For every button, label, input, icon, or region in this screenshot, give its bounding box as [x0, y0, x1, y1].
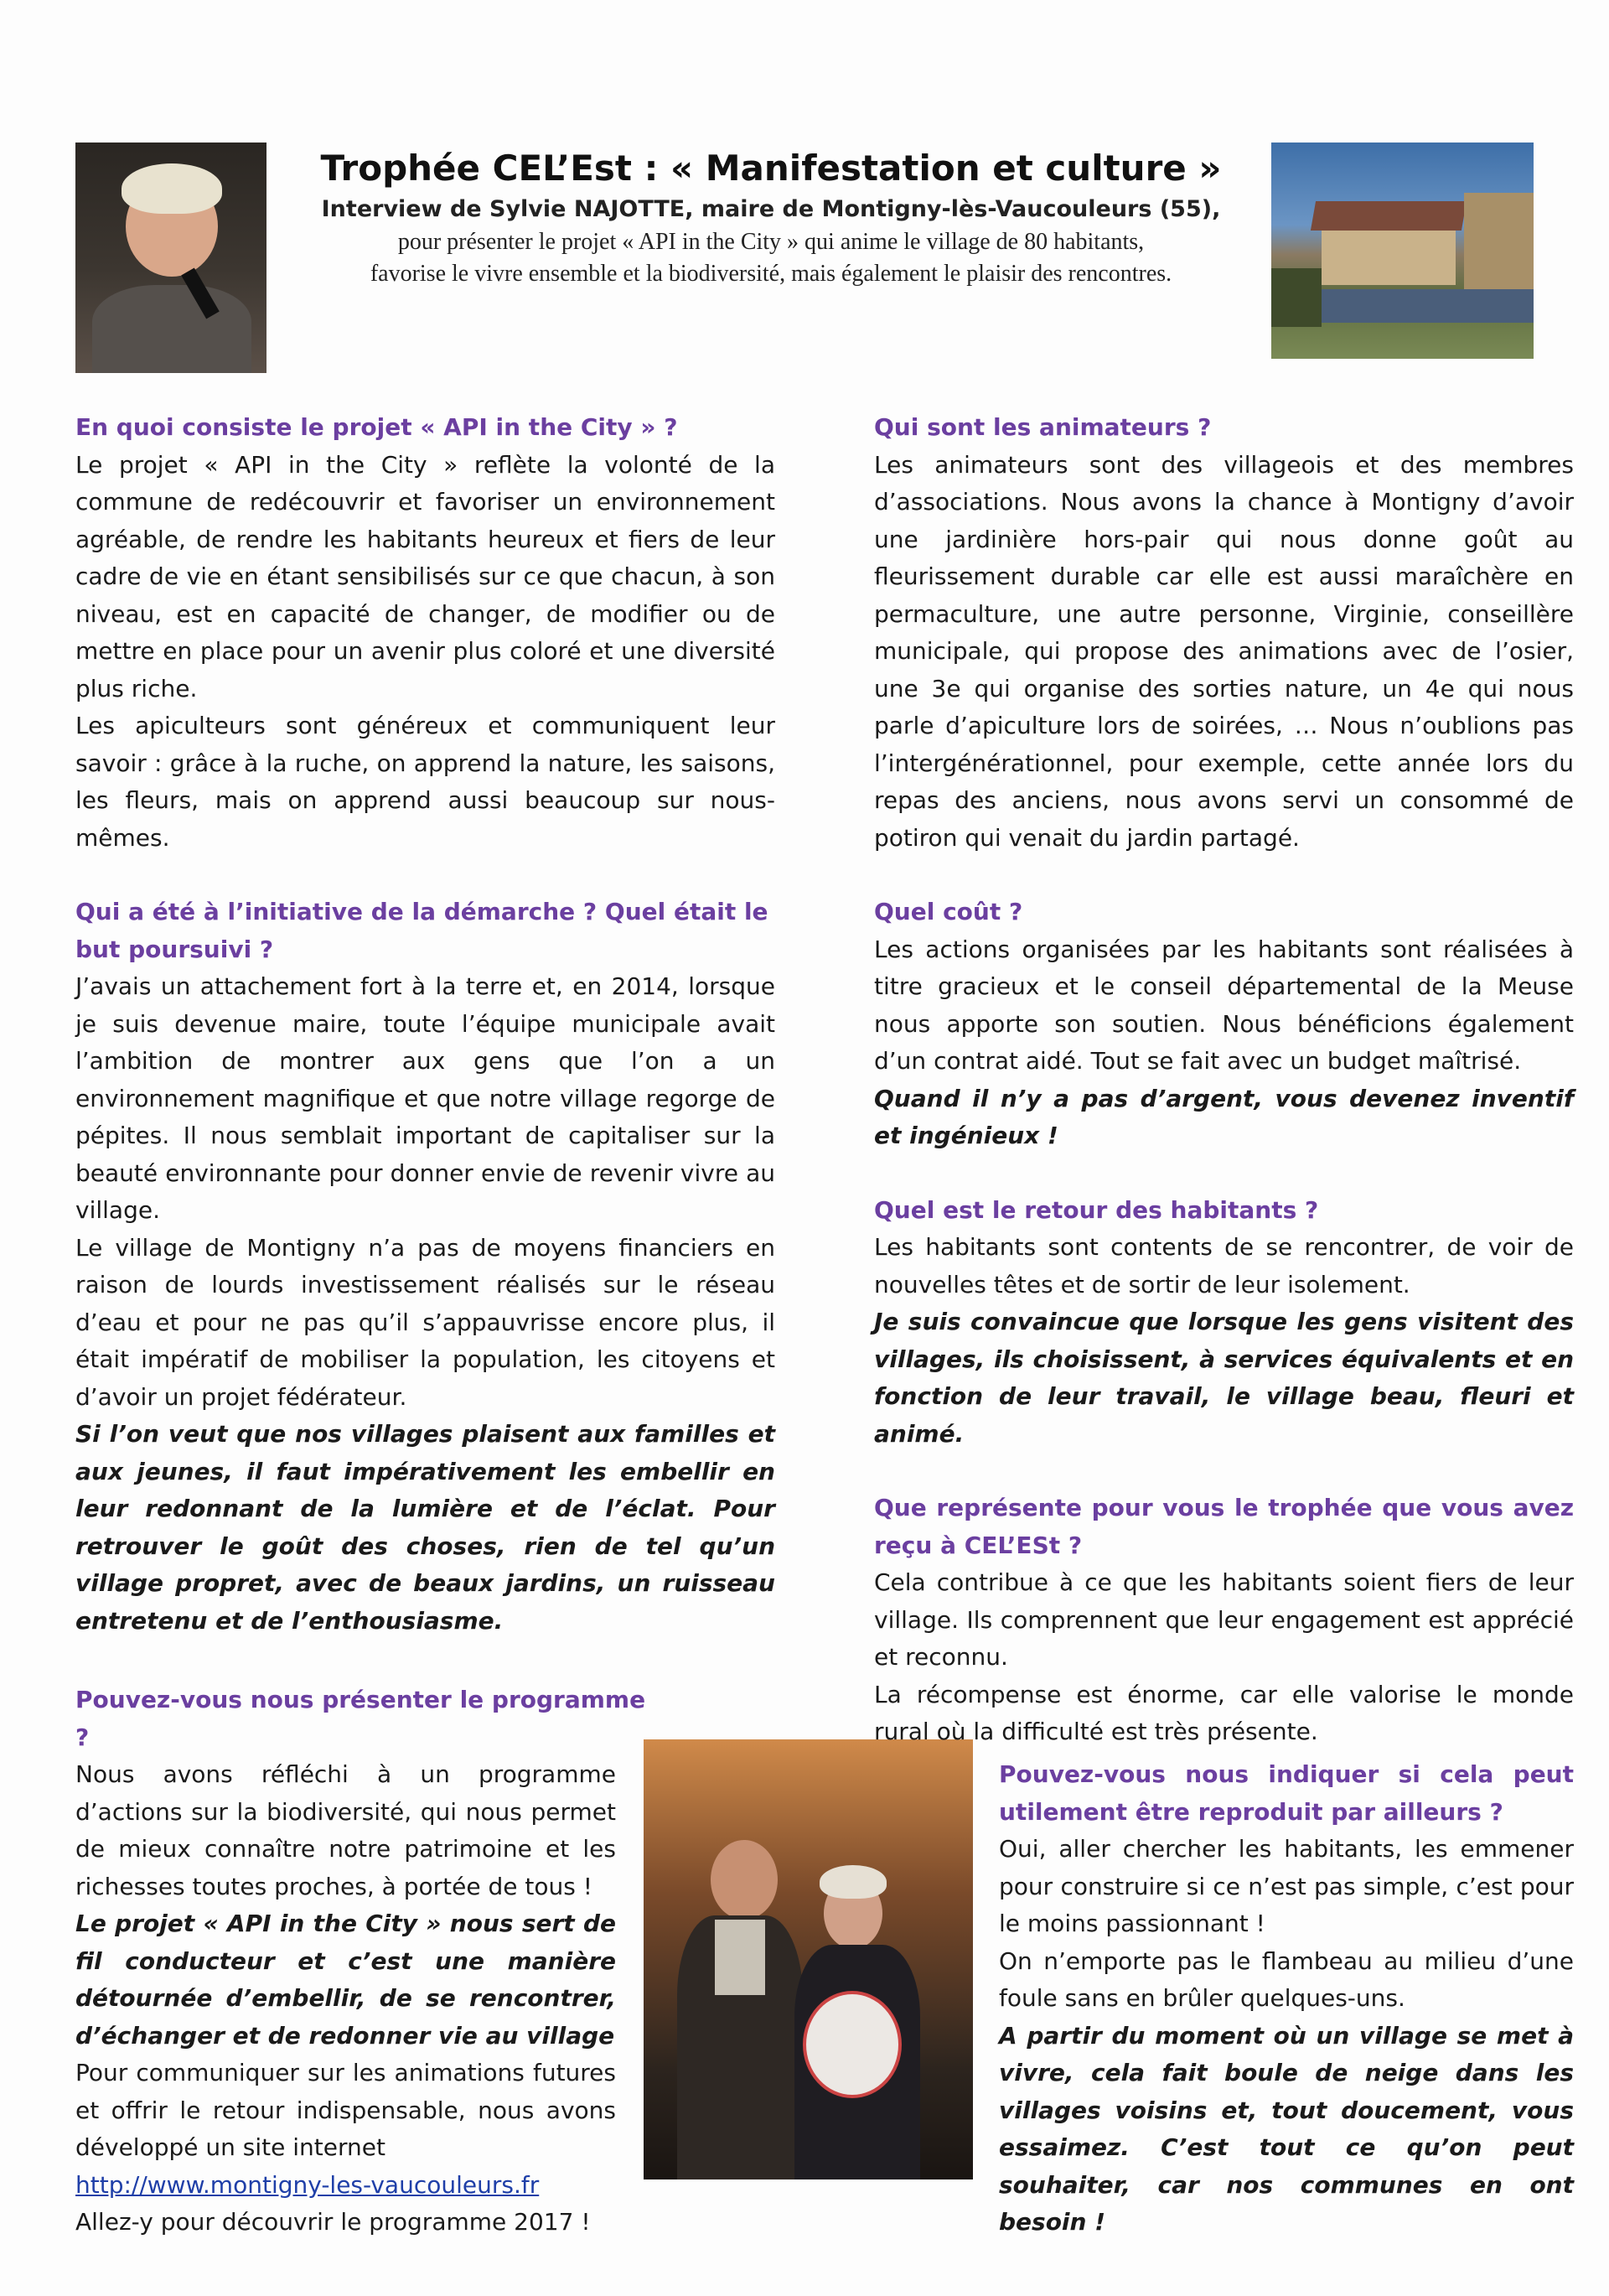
- left-column: [75, 409, 775, 1640]
- answer-reproduce-p1: Oui, aller chercher les habitants, les emmener pour construire si ce n’est pas simple, c’est pour le moins passionnant !: [999, 1835, 1574, 1937]
- question-reproduce: Pouvez-vous nous indiquer si cela peut utilement être reproduit par ailleurs ?: [999, 1760, 1574, 1826]
- right-column-bottom: [999, 1756, 1574, 2242]
- answer-reproduce-p2: On n’emporte pas le flambeau au milieu d’une foule sans en brûler quelques-uns.: [999, 1946, 1574, 2012]
- question-project: En quoi consiste le projet « API in the City » ?: [75, 413, 678, 441]
- answer-programme-p2: Pour communiquer sur les animations futures et offrir le retour indispensable, nous avons développé un site internet: [75, 2059, 616, 2161]
- answer-programme-p3: Allez-y pour découvrir le programme 2017 !: [75, 2208, 591, 2236]
- village-photo: [1271, 143, 1534, 359]
- answer-project-p1: Le projet « API in the City » reflète la volonté de la commune de redécouvrir et favoriser un environnement agréable, de rendre les habitants heureux et fiers de leur cadre de vie en étant sensibilisés sur ce que chacun, à son niveau, est en capacité de changer, de modifier ou de mettre en place pour un avenir plus coloré et une diversité plus riche.: [75, 450, 775, 702]
- answer-cost: Les actions organisées par les habitants sont réalisées à titre gracieux et le conseil départemental de la Meuse nous apporte son soutien. Nous bénéficions également d’un contrat aidé. Tout se fait avec un budget maîtrisé.: [874, 935, 1574, 1075]
- answer-initiative-p2: Le village de Montigny n’a pas de moyens financiers en raison de lourds investissement réalisés sur le réseau d’eau et pour ne pas qu’il s’appauvrisse encore plus, il était impératif de mobiliser la population, les citoyens et d’avoir un projet fédérateur.: [75, 1233, 775, 1411]
- question-animators: Qui sont les animateurs ?: [874, 413, 1212, 441]
- answer-cost-highlight: Quand il n’y a pas d’argent, vous devenez inventif et ingénieux !: [874, 1084, 1574, 1149]
- question-feedback: Quel est le retour des habitants ?: [874, 1195, 1319, 1224]
- answer-initiative-p1: J’avais un attachement fort à la terre et, en 2014, lorsque je suis devenue maire, toute l’équipe municipale avait l’ambition de montrer aux gens que l’on a un environnement magnifique et que notre village regorge de pépites. Il nous semblait important de capitaliser sur la beauté environnante pour donner envie de revenir vivre au village.: [75, 972, 775, 1224]
- article-header: [285, 144, 1257, 290]
- answer-trophy-p2: La récompense est énorme, car elle valorise le monde rural où la difficulté est très présente.: [874, 1680, 1574, 1745]
- article-title: Trophée CEL’Est : « Manifestation et culture »: [320, 148, 1222, 189]
- answer-reproduce-highlight: A partir du moment où un village se met à vivre, cela fait boule de neige dans les villages voisins et, tout doucement, vous essaimez. C’est tout ce qu’on peut souhaiter, car nos communes en ont besoin !: [999, 2021, 1574, 2236]
- article-intro-line-2: favorise le vivre ensemble et la biodiversité, mais également le plaisir des rencontres.: [370, 261, 1172, 287]
- answer-trophy-p1: Cela contribue à ce que les habitants soient fiers de leur village. Ils comprennent que leur engagement est apprécié et reconnu.: [874, 1568, 1574, 1671]
- answer-feedback: Les habitants sont contents de se rencontrer, de voir de nouvelles têtes et de sortir de leur isolement.: [874, 1233, 1574, 1298]
- answer-programme-p1: Nous avons réfléchi à un programme d’actions sur la biodiversité, qui nous permet de mieux connaître notre patrimoine et les richesses toutes proches, à portée de tous !: [75, 1760, 616, 1900]
- answer-animators: Les animateurs sont des villageois et des membres d’associations. Nous avons la chance à Montigny d’avoir une jardinière hors-pair qui nous donne goût au fleurissement durable car elle est aussi maraîchère en permaculture, une autre personne, Virginie, conseillère municipale, qui propose des animations avec de l’osier, une 3e qui organise des sorties nature, un 4e qui nous parle d’apiculture lors de soirées, … Nous n’oublions pas l’intergénérationnel, pour exemple, cette année lors du repas des anciens, nous avons servi un consommé de potiron qui venait du jardin partagé.: [874, 450, 1574, 852]
- question-programme: Pouvez-vous nous présenter le programme ?: [75, 1686, 646, 1751]
- article-subtitle: Interview de Sylvie NAJOTTE, maire de Montigny-lès-Vaucouleurs (55),: [321, 196, 1221, 222]
- question-cost: Quel coût ?: [874, 898, 1023, 925]
- answer-initiative-highlight: Si l’on veut que nos villages plaisent aux familles et aux jeunes, il faut impérativement les embellir en leur redonnant de la lumière et de l’éclat. Pour retrouver le goût des choses, rien de tel qu’un village propret, avec de beaux jardins, un ruisseau entretenu et de l’enthousiasme.: [75, 1420, 775, 1635]
- mayor-photo: [75, 143, 266, 373]
- answer-project-p2: Les apiculteurs sont généreux et communiquent leur savoir : grâce à la ruche, on apprend la nature, les saisons, les fleurs, mais on apprend aussi beaucoup sur nous-mêmes.: [75, 712, 775, 852]
- award-photo: [644, 1739, 973, 2179]
- right-column: [874, 409, 1574, 1751]
- article-intro-line-1: pour présenter le projet « API in the City » qui anime le village de 80 habitants,: [397, 229, 1145, 255]
- website-link[interactable]: http://www.montigny-les-vaucouleurs.fr: [75, 2170, 540, 2199]
- answer-programme-highlight: Le projet « API in the City » nous sert de fil conducteur et c’est une manière détournée d’embellir, de se rencontrer, d’échanger et de redonner vie au village: [75, 1910, 616, 2050]
- left-column-bottom: [75, 1682, 646, 2242]
- question-initiative: Qui a été à l’initiative de la démarche ? Quel était le but poursuivi ?: [75, 898, 768, 963]
- answer-feedback-highlight: Je suis convaincue que lorsque les gens visitent des villages, ils choisissent, à services équivalents et en fonction de leur travail, le village beau, fleuri et animé.: [874, 1308, 1574, 1448]
- question-trophy: Que représente pour vous le trophée que vous avez reçu à CEL’ESt ?: [874, 1494, 1574, 1559]
